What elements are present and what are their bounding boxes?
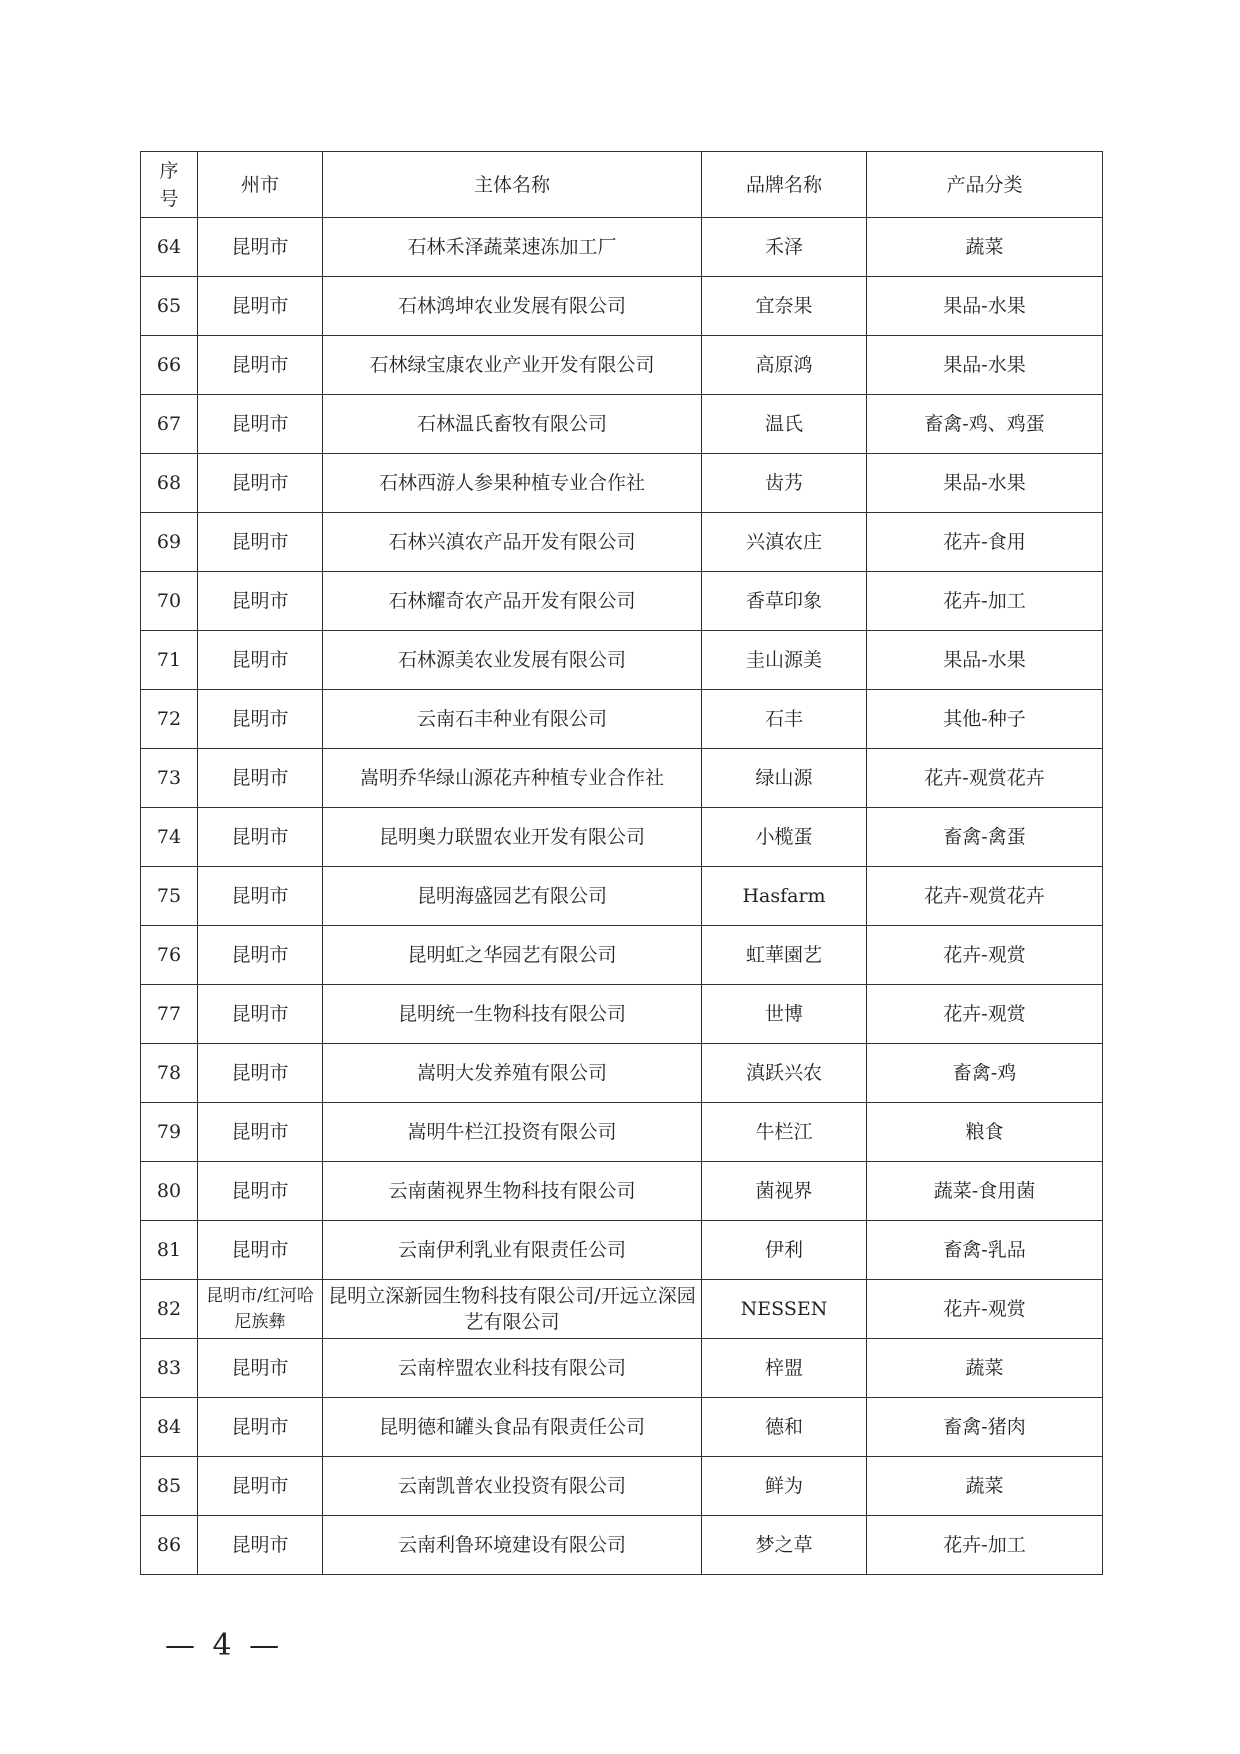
cell-entity-name: 昆明立深新园生物科技有限公司/开远立深园艺有限公司 (323, 1280, 702, 1339)
cell-entity-name: 石林鸿坤农业发展有限公司 (323, 277, 702, 336)
cell-seq: 66 (141, 336, 198, 395)
cell-seq: 75 (141, 867, 198, 926)
cell-product-category: 花卉-加工 (867, 1516, 1103, 1575)
cell-city: 昆明市 (198, 690, 323, 749)
cell-city: 昆明市 (198, 985, 323, 1044)
cell-brand-name: 香草印象 (702, 572, 867, 631)
cell-seq: 70 (141, 572, 198, 631)
table-row (141, 1339, 1103, 1398)
cell-product-category: 蔬菜 (867, 218, 1103, 277)
cell-city: 昆明市 (198, 1398, 323, 1457)
cell-product-category: 花卉-加工 (867, 572, 1103, 631)
table-row (141, 454, 1103, 513)
cell-city: 昆明市 (198, 1339, 323, 1398)
cell-entity-name: 嵩明乔华绿山源花卉种植专业合作社 (323, 749, 702, 808)
cell-seq: 73 (141, 749, 198, 808)
cell-city: 昆明市 (198, 218, 323, 277)
cell-entity-name: 云南凯普农业投资有限公司 (323, 1457, 702, 1516)
header-brand-name: 品牌名称 (702, 152, 867, 218)
table-row (141, 513, 1103, 572)
cell-product-category: 花卉-观赏花卉 (867, 867, 1103, 926)
cell-brand-name: 伊利 (702, 1221, 867, 1280)
cell-product-category: 果品-水果 (867, 336, 1103, 395)
cell-seq: 76 (141, 926, 198, 985)
page-number: — 4 — (165, 1628, 284, 1663)
cell-city: 昆明市 (198, 926, 323, 985)
cell-city: 昆明市 (198, 867, 323, 926)
cell-brand-name: Hasfarm (702, 867, 867, 926)
cell-product-category: 畜禽-禽蛋 (867, 808, 1103, 867)
cell-seq: 77 (141, 985, 198, 1044)
cell-city: 昆明市/红河哈尼族彝 (198, 1280, 323, 1339)
cell-entity-name: 昆明奥力联盟农业开发有限公司 (323, 808, 702, 867)
cell-seq: 84 (141, 1398, 198, 1457)
table-row (141, 572, 1103, 631)
cell-seq: 80 (141, 1162, 198, 1221)
cell-seq: 69 (141, 513, 198, 572)
cell-product-category: 畜禽-乳品 (867, 1221, 1103, 1280)
cell-city: 昆明市 (198, 808, 323, 867)
cell-brand-name: 高原鸿 (702, 336, 867, 395)
table-row (141, 808, 1103, 867)
cell-brand-name: 梓盟 (702, 1339, 867, 1398)
cell-brand-name: NESSEN (702, 1280, 867, 1339)
cell-entity-name: 石林禾泽蔬菜速冻加工厂 (323, 218, 702, 277)
cell-entity-name: 云南菌视界生物科技有限公司 (323, 1162, 702, 1221)
cell-product-category: 蔬菜 (867, 1339, 1103, 1398)
cell-entity-name: 石林源美农业发展有限公司 (323, 631, 702, 690)
cell-entity-name: 昆明虹之华园艺有限公司 (323, 926, 702, 985)
cell-product-category: 花卉-观赏 (867, 1280, 1103, 1339)
table-row (141, 1280, 1103, 1339)
cell-brand-name: 德和 (702, 1398, 867, 1457)
table-row (141, 749, 1103, 808)
cell-product-category: 粮食 (867, 1103, 1103, 1162)
cell-entity-name: 石林耀奇农产品开发有限公司 (323, 572, 702, 631)
cell-seq: 79 (141, 1103, 198, 1162)
cell-product-category: 果品-水果 (867, 631, 1103, 690)
cell-city: 昆明市 (198, 1516, 323, 1575)
header-city: 州市 (198, 152, 323, 218)
cell-product-category: 畜禽-猪肉 (867, 1398, 1103, 1457)
cell-brand-name: 温氏 (702, 395, 867, 454)
cell-city: 昆明市 (198, 572, 323, 631)
cell-brand-name: 兴滇农庄 (702, 513, 867, 572)
cell-brand-name: 齿艿 (702, 454, 867, 513)
cell-product-category: 畜禽-鸡 (867, 1044, 1103, 1103)
cell-brand-name: 石丰 (702, 690, 867, 749)
cell-city: 昆明市 (198, 1103, 323, 1162)
table-row (141, 690, 1103, 749)
cell-city: 昆明市 (198, 395, 323, 454)
cell-seq: 86 (141, 1516, 198, 1575)
table-row (141, 1221, 1103, 1280)
cell-city: 昆明市 (198, 277, 323, 336)
cell-brand-name: 菌视界 (702, 1162, 867, 1221)
cell-seq: 72 (141, 690, 198, 749)
header-product-category: 产品分类 (867, 152, 1103, 218)
cell-brand-name: 世博 (702, 985, 867, 1044)
brand-list-table (140, 151, 1103, 1575)
cell-entity-name: 云南梓盟农业科技有限公司 (323, 1339, 702, 1398)
cell-product-category: 花卉-观赏花卉 (867, 749, 1103, 808)
cell-brand-name: 牛栏江 (702, 1103, 867, 1162)
cell-product-category: 果品-水果 (867, 454, 1103, 513)
cell-product-category: 果品-水果 (867, 277, 1103, 336)
cell-seq: 68 (141, 454, 198, 513)
cell-city: 昆明市 (198, 1044, 323, 1103)
cell-brand-name: 虹華園艺 (702, 926, 867, 985)
cell-seq: 67 (141, 395, 198, 454)
header-entity-name: 主体名称 (323, 152, 702, 218)
table-row (141, 985, 1103, 1044)
cell-city: 昆明市 (198, 631, 323, 690)
cell-entity-name: 石林兴滇农产品开发有限公司 (323, 513, 702, 572)
table-row (141, 631, 1103, 690)
cell-seq: 85 (141, 1457, 198, 1516)
cell-city: 昆明市 (198, 1162, 323, 1221)
cell-city: 昆明市 (198, 1457, 323, 1516)
table-row (141, 277, 1103, 336)
cell-product-category: 花卉-食用 (867, 513, 1103, 572)
cell-entity-name: 昆明德和罐头食品有限责任公司 (323, 1398, 702, 1457)
cell-product-category: 畜禽-鸡、鸡蛋 (867, 395, 1103, 454)
cell-brand-name: 梦之草 (702, 1516, 867, 1575)
cell-entity-name: 石林温氏畜牧有限公司 (323, 395, 702, 454)
cell-entity-name: 嵩明牛栏江投资有限公司 (323, 1103, 702, 1162)
cell-city: 昆明市 (198, 336, 323, 395)
table-row (141, 926, 1103, 985)
cell-entity-name: 石林西游人参果种植专业合作社 (323, 454, 702, 513)
table-row (141, 1398, 1103, 1457)
table-row (141, 867, 1103, 926)
cell-city: 昆明市 (198, 513, 323, 572)
table-row (141, 395, 1103, 454)
cell-entity-name: 云南利鲁环境建设有限公司 (323, 1516, 702, 1575)
cell-product-category: 其他-种子 (867, 690, 1103, 749)
cell-product-category: 花卉-观赏 (867, 926, 1103, 985)
cell-seq: 71 (141, 631, 198, 690)
table-row (141, 1103, 1103, 1162)
cell-seq: 74 (141, 808, 198, 867)
table-body (141, 218, 1103, 1575)
cell-entity-name: 云南伊利乳业有限责任公司 (323, 1221, 702, 1280)
table-row (141, 1162, 1103, 1221)
cell-entity-name: 嵩明大发养殖有限公司 (323, 1044, 702, 1103)
table-row (141, 1457, 1103, 1516)
cell-city: 昆明市 (198, 1221, 323, 1280)
cell-brand-name: 鲜为 (702, 1457, 867, 1516)
cell-brand-name: 绿山源 (702, 749, 867, 808)
cell-brand-name: 禾泽 (702, 218, 867, 277)
cell-seq: 83 (141, 1339, 198, 1398)
table-row (141, 1044, 1103, 1103)
cell-brand-name: 圭山源美 (702, 631, 867, 690)
header-seq: 序 号 (141, 152, 198, 218)
cell-seq: 64 (141, 218, 198, 277)
table-row (141, 218, 1103, 277)
table-header-row (141, 152, 1103, 218)
cell-brand-name: 滇跃兴农 (702, 1044, 867, 1103)
cell-seq: 65 (141, 277, 198, 336)
cell-product-category: 花卉-观赏 (867, 985, 1103, 1044)
cell-product-category: 蔬菜-食用菌 (867, 1162, 1103, 1221)
cell-entity-name: 云南石丰种业有限公司 (323, 690, 702, 749)
cell-entity-name: 昆明海盛园艺有限公司 (323, 867, 702, 926)
cell-brand-name: 小榄蛋 (702, 808, 867, 867)
cell-entity-name: 昆明统一生物科技有限公司 (323, 985, 702, 1044)
cell-product-category: 蔬菜 (867, 1457, 1103, 1516)
cell-entity-name: 石林绿宝康农业产业开发有限公司 (323, 336, 702, 395)
cell-seq: 82 (141, 1280, 198, 1339)
cell-seq: 81 (141, 1221, 198, 1280)
table-row (141, 1516, 1103, 1575)
cell-city: 昆明市 (198, 454, 323, 513)
cell-brand-name: 宜奈果 (702, 277, 867, 336)
cell-city: 昆明市 (198, 749, 323, 808)
cell-seq: 78 (141, 1044, 198, 1103)
table-row (141, 336, 1103, 395)
